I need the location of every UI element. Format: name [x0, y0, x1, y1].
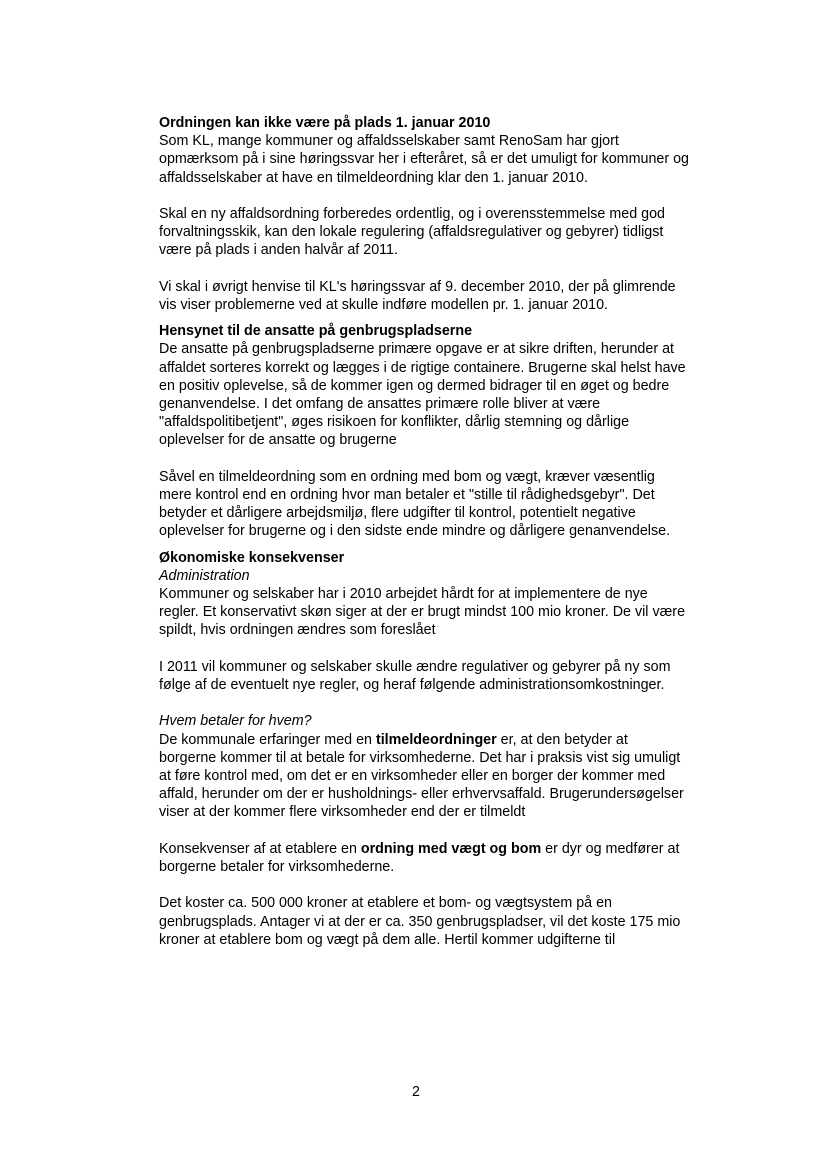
paragraph: Kommuner og selskaber har i 2010 arbejdet hårdt for at implementere de nye regler. Et konservativt skøn siger at der er brugt mindst 100 mio kroner. De vil være spildt, hvis ordningen ændres som foreslået [159, 586, 686, 639]
bold-span: ordning med vægt og bom [360, 840, 542, 857]
page-number: 2 [412, 1084, 420, 1100]
paragraph [159, 731, 689, 822]
text-span: er dyr og medfører at borgerne betaler for virksomhederne. [159, 840, 680, 876]
text-span: er, at den betyder at borgerne kommer til at betale for virksomhederne. Det har i praksis vist sig umuligt at føre kontrol med, om det er en virksomheder eller en borger der kommer med affald, herunder om der er husholdnings- eller erhvervsaffald. Brugerundersøgelser viser at der kommer flere virksomheder end der er tilmeldt [159, 731, 684, 821]
subheading-administration: Administration [159, 567, 250, 584]
paragraph: Det koster ca. 500 000 kroner at etablere et bom- og vægtsystem på en genbrugsplads. Antager vi at der er ca. 350 genbrugspladser, vil det koste 175 mio kroner at etablere bom og vægt på dem alle. Hertil kommer udgifterne til [159, 895, 681, 948]
paragraph: Såvel en tilmeldeordning som en ordning med bom og vægt, kræver væsentlig mere kontrol end en ordning hvor man betaler et "stille til rådighedsgebyr". Det betyder et dårligere arbejdsmiljø, flere udgifter til kontrol, potentielt negative oplevelser for brugerne og i den sidste ende mindre og dårligere genanvendelse. [159, 468, 671, 540]
paragraph: Vi skal i øvrigt henvise til KL's høringssvar af 9. december 2010, der på glimrende vis viser problemerne ved at skulle indføre modellen pr. 1. januar 2010. [159, 278, 676, 313]
bold-span: tilmeldeordninger [375, 731, 497, 748]
heading-ordningen: Ordningen kan ikke være på plads 1. januar 2010 [159, 115, 491, 131]
heading-okonomiske: Økonomiske konsekvenser [159, 549, 345, 566]
paragraph: I 2011 vil kommuner og selskaber skulle ændre regulativer og gebyrer på ny som følge af de eventuelt nye regler, og heraf følgende administrationsomkostninger. [159, 658, 671, 694]
paragraph: Skal en ny affaldsordning forberedes ordentlig, og i overensstemmelse med god forvaltningsskik, kan den lokale regulering (affaldsregulativer og gebyrer) tidligst være på plads i anden halvår af 2011. [159, 206, 665, 259]
heading-ansatte: Hensynet til de ansatte på genbrugspladserne [159, 323, 473, 340]
subheading-hvem-betaler: Hvem betaler for hvem? [159, 713, 312, 730]
paragraph [159, 840, 689, 876]
paragraph: Som KL, mange kommuner og affaldsselskaber samt RenoSam har gjort opmærksom på i sine høringssvar her i efteråret, så er det umuligt for kommuner og affaldsselskaber at have en tilmeldeordning klar den 1. januar 2010. [159, 133, 689, 186]
text-span: Konsekvenser af at etablere en [159, 840, 361, 857]
text-span: De kommunale erfaringer med en [159, 731, 376, 748]
page-content [159, 114, 689, 949]
paragraph: De ansatte på genbrugspladserne primære opgave er at sikre driften, herunder at affaldet sorteres korrekt og lægges i de rigtige containere. Brugerne skal helst have en positiv oplevelse, så de kommer igen og dermed bidrager til en øget og bedre genanvendelse. I det omfang de ansattes primære rolle bliver at være "affaldspolitibetjent", øges risikoen for konflikter, dårlig stemning og dårlige oplevelser for de ansatte og brugerne [159, 341, 686, 449]
